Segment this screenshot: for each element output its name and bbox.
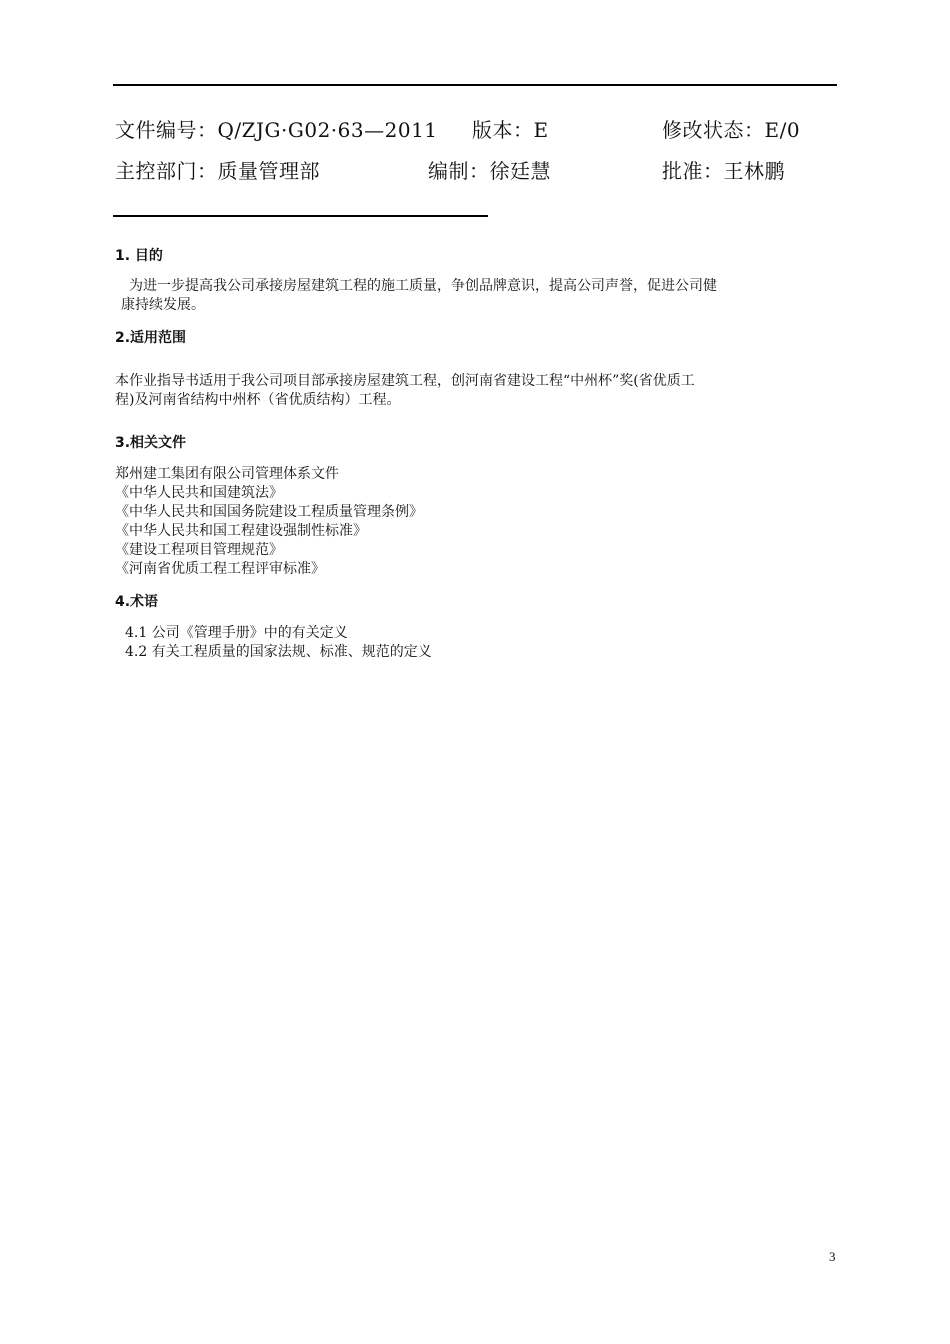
list-item: 《中华人民共和国工程建设强制性标准》 <box>115 523 367 539</box>
section-body-purpose <box>115 277 839 315</box>
list-item: 郑州建工集团有限公司管理体系文件 <box>115 466 339 482</box>
list-item: 《建设工程项目管理规范》 <box>115 542 283 558</box>
page-number: 3 <box>829 1249 836 1264</box>
section-body-scope <box>115 372 839 410</box>
paragraph-line: 本作业指导书适用于我公司项目部承接房屋建筑工程，创河南省建设工程“中州杯”奖(省优质工 <box>115 373 695 389</box>
compiler: 编制：徐廷慧 <box>428 159 551 183</box>
revision-status: 修改状态：E/0 <box>662 118 801 142</box>
section-title-purpose: 1. 目的 <box>115 248 163 264</box>
list-item: 《河南省优质工程工程评审标准》 <box>115 561 325 577</box>
list-item: 《中华人民共和国国务院建设工程质量管理条例》 <box>115 504 423 520</box>
paragraph-line: 为进一步提高我公司承接房屋建筑工程的施工质量，争创品牌意识，提高公司声誉，促进公司健 <box>129 278 717 294</box>
section-title-related-docs: 3.相关文件 <box>115 435 187 451</box>
version: 版本：E <box>472 118 549 142</box>
header-top-rule <box>113 84 837 86</box>
doc-number: 文件编号：Q/ZJG·G02·63—2011 <box>115 118 438 142</box>
paragraph-line: 程)及河南省结构中州杯（省优质结构）工程。 <box>115 392 401 408</box>
department: 主控部门：质量管理部 <box>115 159 320 183</box>
section-title-terms: 4.术语 <box>115 594 159 610</box>
approver: 批准：王林鹏 <box>662 159 785 183</box>
paragraph-line: 康持续发展。 <box>121 297 205 313</box>
list-item: 4.2 有关工程质量的国家法规、标准、规范的定义 <box>125 644 432 660</box>
section-body-related-docs <box>115 465 839 579</box>
list-item: 4.1 公司《管理手册》中的有关定义 <box>125 625 348 641</box>
section-title-scope: 2.适用范围 <box>115 330 187 346</box>
header-bottom-rule <box>113 215 488 217</box>
section-body-terms <box>115 624 839 662</box>
list-item: 《中华人民共和国建筑法》 <box>115 485 283 501</box>
